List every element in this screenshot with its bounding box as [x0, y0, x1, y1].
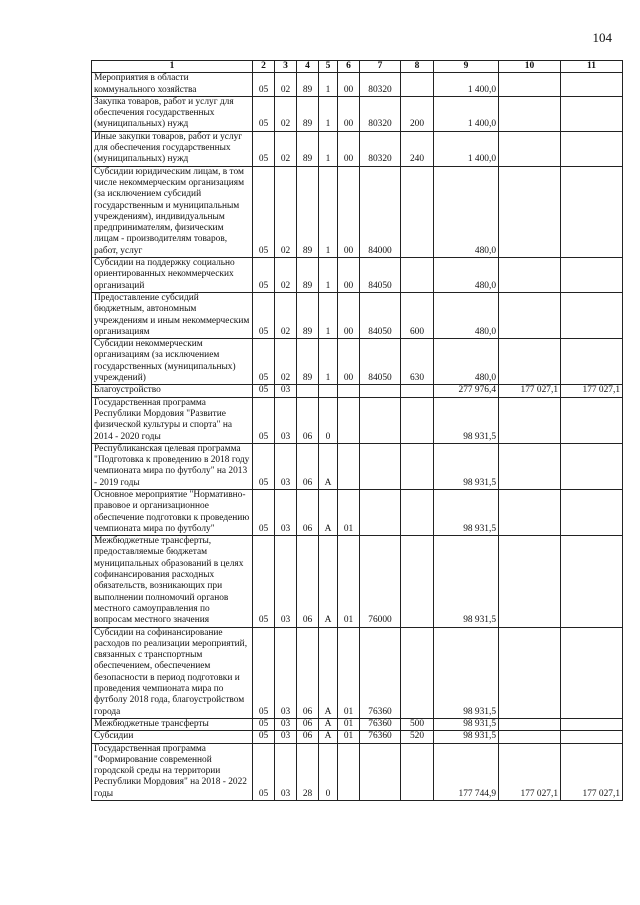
program-code-cell: 06	[297, 397, 319, 443]
direction-code-cell: 84050	[360, 339, 401, 385]
amount-2020-cell	[561, 718, 623, 730]
amount-2020-cell: 177 027,1	[561, 743, 623, 800]
program-code-cell: 06	[297, 443, 319, 489]
section-code-cell: 05	[253, 489, 275, 535]
event-code-cell: 01	[338, 536, 360, 627]
expense-type-cell	[401, 73, 434, 97]
row-name-cell: Государственная программа Республики Мордовия "Развитие физической культуры и спорта" на 2014 - 2020 годы	[92, 397, 253, 443]
amount-2018-cell: 1 400,0	[434, 131, 499, 166]
subsection-code-cell: 02	[275, 258, 297, 293]
expense-type-cell: 240	[401, 131, 434, 166]
expense-type-cell: 520	[401, 731, 434, 743]
program-code-cell: 89	[297, 96, 319, 131]
subprogram-code-cell: 1	[319, 339, 338, 385]
direction-code-cell	[360, 443, 401, 489]
subprogram-code-cell: А	[319, 536, 338, 627]
amount-2019-cell	[499, 292, 561, 338]
column-header: 4	[297, 61, 319, 73]
amount-2019-cell	[499, 536, 561, 627]
subprogram-code-cell: А	[319, 718, 338, 730]
section-code-cell: 05	[253, 258, 275, 293]
row-name-cell: Благоустройство	[92, 385, 253, 397]
amount-2018-cell: 98 931,5	[434, 718, 499, 730]
subsection-code-cell: 03	[275, 731, 297, 743]
amount-2019-cell	[499, 73, 561, 97]
table-body	[92, 73, 623, 801]
program-code-cell: 06	[297, 718, 319, 730]
event-code-cell: 01	[338, 718, 360, 730]
amount-2018-cell: 98 931,5	[434, 731, 499, 743]
section-code-cell: 05	[253, 397, 275, 443]
amount-2019-cell	[499, 443, 561, 489]
direction-code-cell: 80320	[360, 96, 401, 131]
amount-2019-cell	[499, 131, 561, 166]
direction-code-cell	[360, 743, 401, 800]
amount-2019-cell	[499, 339, 561, 385]
program-code-cell: 06	[297, 627, 319, 718]
amount-2020-cell	[561, 489, 623, 535]
budget-table	[91, 60, 623, 801]
table-row	[92, 292, 623, 338]
amount-2020-cell	[561, 73, 623, 97]
subprogram-code-cell: 1	[319, 96, 338, 131]
direction-code-cell: 76360	[360, 627, 401, 718]
subprogram-code-cell: 1	[319, 73, 338, 97]
subsection-code-cell: 03	[275, 627, 297, 718]
amount-2019-cell	[499, 397, 561, 443]
subsection-code-cell: 03	[275, 385, 297, 397]
event-code-cell	[338, 743, 360, 800]
event-code-cell: 00	[338, 292, 360, 338]
row-name-cell: Иные закупки товаров, работ и услуг для обеспечения государственных (муниципальных) нужд	[92, 131, 253, 166]
row-name-cell: Основное мероприятие "Нормативно-правовое и организационное обеспечение подготовки к проведению чемпионата мира по футболу"	[92, 489, 253, 535]
amount-2020-cell	[561, 443, 623, 489]
table-row	[92, 443, 623, 489]
subsection-code-cell: 02	[275, 292, 297, 338]
subprogram-code-cell: 1	[319, 166, 338, 257]
column-header: 7	[360, 61, 401, 73]
expense-type-cell: 200	[401, 96, 434, 131]
table-row	[92, 131, 623, 166]
event-code-cell: 01	[338, 489, 360, 535]
expense-type-cell	[401, 536, 434, 627]
section-code-cell: 05	[253, 731, 275, 743]
subprogram-code-cell: А	[319, 443, 338, 489]
row-name-cell: Субсидии	[92, 731, 253, 743]
amount-2020-cell	[561, 627, 623, 718]
program-code-cell: 89	[297, 73, 319, 97]
row-name-cell: Закупка товаров, работ и услуг для обеспечения государственных (муниципальных) нужд	[92, 96, 253, 131]
section-code-cell: 05	[253, 536, 275, 627]
amount-2019-cell: 177 027,1	[499, 385, 561, 397]
subsection-code-cell: 03	[275, 718, 297, 730]
expense-type-cell	[401, 385, 434, 397]
direction-code-cell: 76000	[360, 536, 401, 627]
table-row	[92, 489, 623, 535]
amount-2020-cell	[561, 292, 623, 338]
page-number: 104	[592, 30, 612, 45]
expense-type-cell: 500	[401, 718, 434, 730]
table-row	[92, 731, 623, 743]
event-code-cell: 01	[338, 731, 360, 743]
table-row	[92, 718, 623, 730]
direction-code-cell	[360, 489, 401, 535]
subsection-code-cell: 02	[275, 131, 297, 166]
amount-2018-cell: 480,0	[434, 292, 499, 338]
section-code-cell: 05	[253, 385, 275, 397]
table-header-row	[92, 61, 623, 73]
event-code-cell: 01	[338, 627, 360, 718]
event-code-cell: 00	[338, 131, 360, 166]
row-name-cell: Субсидии некоммерческим организациям (за исключением государственных (муниципальных) учреждений)	[92, 339, 253, 385]
amount-2018-cell: 480,0	[434, 166, 499, 257]
section-code-cell: 05	[253, 339, 275, 385]
event-code-cell	[338, 385, 360, 397]
section-code-cell: 05	[253, 96, 275, 131]
column-header: 9	[434, 61, 499, 73]
amount-2020-cell	[561, 258, 623, 293]
column-header: 5	[319, 61, 338, 73]
event-code-cell: 00	[338, 73, 360, 97]
subprogram-code-cell	[319, 385, 338, 397]
table-row	[92, 743, 623, 800]
event-code-cell: 00	[338, 96, 360, 131]
expense-type-cell	[401, 489, 434, 535]
table-row	[92, 96, 623, 131]
table-row	[92, 536, 623, 627]
row-name-cell: Межбюджетные трансферты	[92, 718, 253, 730]
direction-code-cell: 84000	[360, 166, 401, 257]
row-name-cell: Субсидии юридическим лицам, в том числе некоммерческим организациям (за исключением субсидий государственным и муниципальным учреждениям), индивидуальным предпринимателям, физическим лицам - производителям товаров, работ, услуг	[92, 166, 253, 257]
subprogram-code-cell: А	[319, 731, 338, 743]
amount-2019-cell	[499, 258, 561, 293]
event-code-cell: 00	[338, 258, 360, 293]
amount-2018-cell: 1 400,0	[434, 73, 499, 97]
direction-code-cell: 80320	[360, 73, 401, 97]
subsection-code-cell: 03	[275, 443, 297, 489]
expense-type-cell	[401, 258, 434, 293]
subsection-code-cell: 03	[275, 536, 297, 627]
section-code-cell: 05	[253, 292, 275, 338]
row-name-cell: Межбюджетные трансферты, предоставляемые бюджетам муниципальных образований в целях софинансирования расходных обязательств, возникающих при выполнении полномочий органов местного самоуправления по вопросам местного значения	[92, 536, 253, 627]
amount-2019-cell: 177 027,1	[499, 743, 561, 800]
subprogram-code-cell: 1	[319, 292, 338, 338]
section-code-cell: 05	[253, 443, 275, 489]
subprogram-code-cell: 0	[319, 397, 338, 443]
program-code-cell: 89	[297, 292, 319, 338]
event-code-cell: 00	[338, 339, 360, 385]
program-code-cell: 06	[297, 489, 319, 535]
amount-2018-cell: 98 931,5	[434, 627, 499, 718]
subsection-code-cell: 02	[275, 166, 297, 257]
expense-type-cell: 600	[401, 292, 434, 338]
subprogram-code-cell: А	[319, 627, 338, 718]
amount-2019-cell	[499, 627, 561, 718]
amount-2019-cell	[499, 731, 561, 743]
direction-code-cell	[360, 397, 401, 443]
program-code-cell: 28	[297, 743, 319, 800]
subsection-code-cell: 02	[275, 96, 297, 131]
subsection-code-cell: 02	[275, 339, 297, 385]
amount-2020-cell	[561, 131, 623, 166]
section-code-cell: 05	[253, 718, 275, 730]
column-header: 10	[499, 61, 561, 73]
amount-2018-cell: 98 931,5	[434, 397, 499, 443]
section-code-cell: 05	[253, 131, 275, 166]
expense-type-cell	[401, 443, 434, 489]
subprogram-code-cell: 1	[319, 258, 338, 293]
column-header: 3	[275, 61, 297, 73]
amount-2018-cell: 98 931,5	[434, 443, 499, 489]
column-header: 2	[253, 61, 275, 73]
amount-2018-cell: 1 400,0	[434, 96, 499, 131]
row-name-cell: Государственная программа "Формирование современной городской среды на территории Республики Мордовия" на 2018 - 2022 годы	[92, 743, 253, 800]
table-row	[92, 258, 623, 293]
amount-2020-cell: 177 027,1	[561, 385, 623, 397]
amount-2018-cell: 177 744,9	[434, 743, 499, 800]
subsection-code-cell: 03	[275, 489, 297, 535]
table-row	[92, 397, 623, 443]
amount-2018-cell: 98 931,5	[434, 536, 499, 627]
amount-2019-cell	[499, 166, 561, 257]
subsection-code-cell: 03	[275, 743, 297, 800]
section-code-cell: 05	[253, 743, 275, 800]
subprogram-code-cell: 0	[319, 743, 338, 800]
row-name-cell: Мероприятия в области коммунального хозяйства	[92, 73, 253, 97]
amount-2020-cell	[561, 536, 623, 627]
event-code-cell: 00	[338, 166, 360, 257]
row-name-cell: Республиканская целевая программа "Подготовка к проведению в 2018 году чемпионата мира по футболу" на 2013 - 2019 годы	[92, 443, 253, 489]
subsection-code-cell: 03	[275, 397, 297, 443]
event-code-cell	[338, 443, 360, 489]
expense-type-cell	[401, 397, 434, 443]
direction-code-cell: 84050	[360, 292, 401, 338]
row-name-cell: Предоставление субсидий бюджетным, автономным учреждениям и иным некоммерческим организациям	[92, 292, 253, 338]
amount-2018-cell: 480,0	[434, 258, 499, 293]
column-header: 8	[401, 61, 434, 73]
column-header: 6	[338, 61, 360, 73]
expense-type-cell	[401, 627, 434, 718]
amount-2018-cell: 98 931,5	[434, 489, 499, 535]
amount-2020-cell	[561, 731, 623, 743]
program-code-cell	[297, 385, 319, 397]
section-code-cell: 05	[253, 627, 275, 718]
amount-2019-cell	[499, 718, 561, 730]
section-code-cell: 05	[253, 166, 275, 257]
row-name-cell: Субсидии на софинансирование расходов по реализации мероприятий, связанных с транспортным обеспечением, обеспечением безопасности в период подготовки и проведения чемпионата мира по футболу 2018 года, благоустройством города	[92, 627, 253, 718]
subprogram-code-cell: А	[319, 489, 338, 535]
program-code-cell: 89	[297, 339, 319, 385]
program-code-cell: 89	[297, 258, 319, 293]
amount-2020-cell	[561, 339, 623, 385]
direction-code-cell: 80320	[360, 131, 401, 166]
amount-2018-cell: 480,0	[434, 339, 499, 385]
amount-2020-cell	[561, 166, 623, 257]
column-header: 11	[561, 61, 623, 73]
direction-code-cell: 84050	[360, 258, 401, 293]
table-row	[92, 339, 623, 385]
row-name-cell: Субсидии на поддержку социально ориентированных некоммерческих организаций	[92, 258, 253, 293]
direction-code-cell: 76360	[360, 731, 401, 743]
table-row	[92, 73, 623, 97]
program-code-cell: 06	[297, 731, 319, 743]
column-header: 1	[92, 61, 253, 73]
amount-2019-cell	[499, 489, 561, 535]
program-code-cell: 89	[297, 166, 319, 257]
amount-2019-cell	[499, 96, 561, 131]
direction-code-cell: 76360	[360, 718, 401, 730]
amount-2020-cell	[561, 397, 623, 443]
expense-type-cell	[401, 743, 434, 800]
program-code-cell: 06	[297, 536, 319, 627]
table-row	[92, 166, 623, 257]
event-code-cell	[338, 397, 360, 443]
direction-code-cell	[360, 385, 401, 397]
subprogram-code-cell: 1	[319, 131, 338, 166]
table-row	[92, 385, 623, 397]
amount-2018-cell: 277 976,4	[434, 385, 499, 397]
table-row	[92, 627, 623, 718]
section-code-cell: 05	[253, 73, 275, 97]
expense-type-cell: 630	[401, 339, 434, 385]
program-code-cell: 89	[297, 131, 319, 166]
subsection-code-cell: 02	[275, 73, 297, 97]
expense-type-cell	[401, 166, 434, 257]
amount-2020-cell	[561, 96, 623, 131]
